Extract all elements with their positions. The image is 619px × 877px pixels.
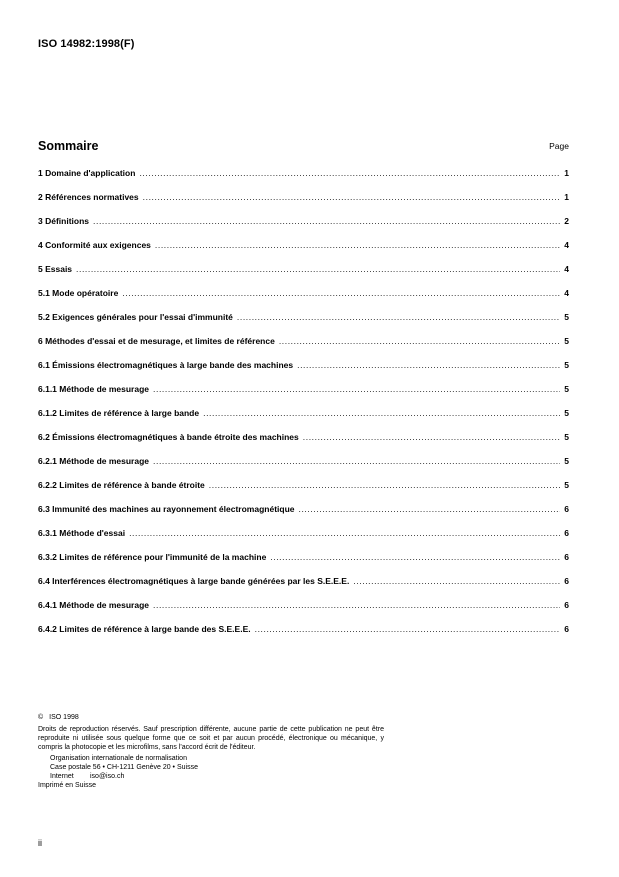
toc-entry-page: 1 xyxy=(564,168,569,178)
toc-entry-page: 2 xyxy=(564,216,569,226)
copyright-symbol: © xyxy=(38,714,44,721)
toc-entry-page: 6 xyxy=(564,576,569,586)
toc-entry-title: 1 Domaine d'application xyxy=(38,168,136,178)
toc-title: Sommaire xyxy=(38,139,99,153)
toc-entry[interactable] xyxy=(38,480,569,504)
toc-entry-page: 5 xyxy=(564,456,569,466)
toc-leader-dots xyxy=(76,264,560,274)
toc-entry-title: 3 Définitions xyxy=(38,216,90,226)
toc-entry-title: 6.3 Immunité des machines au rayonnement électromagnétique xyxy=(38,504,295,514)
toc-entry-page: 1 xyxy=(564,192,569,202)
page-number: ii xyxy=(38,838,42,848)
toc-entry[interactable] xyxy=(38,264,569,288)
toc-leader-dots xyxy=(203,408,560,418)
toc-leader-dots xyxy=(129,528,560,538)
toc-leader-dots xyxy=(209,480,560,490)
toc-entry[interactable] xyxy=(38,552,569,576)
toc-leader-dots xyxy=(297,360,560,370)
toc-entry-title: 6.3.2 Limites de référence pour l'immunité de la machine xyxy=(38,552,267,562)
toc-entry[interactable] xyxy=(38,624,569,648)
toc-entry-title: 5.2 Exigences générales pour l'essai d'immunité xyxy=(38,312,233,322)
toc-entry[interactable] xyxy=(38,456,569,480)
toc-leader-dots xyxy=(270,552,560,562)
toc-entry-title: 6.2 Émissions électromagnétiques à bande étroite des machines xyxy=(38,432,299,442)
toc-entry-page: 4 xyxy=(564,288,569,298)
toc-leader-dots xyxy=(155,240,560,250)
toc-entry[interactable] xyxy=(38,600,569,624)
toc-entry-title: 5.1 Mode opératoire xyxy=(38,288,119,298)
toc-entry-title: 6.4 Interférences électromagnétiques à large bande générées par les S.E.E.E. xyxy=(38,576,350,586)
toc-entry[interactable] xyxy=(38,288,569,312)
toc-leader-dots xyxy=(153,600,560,610)
toc-entry[interactable] xyxy=(38,192,569,216)
postal-address: Case postale 56 • CH-1211 Genève 20 • Suisse xyxy=(50,764,198,771)
toc-entry-page: 6 xyxy=(564,504,569,514)
rights-statement: Droits de reproduction réservés. Sauf prescription différente, aucune partie de cette publication ne peut être reproduite ni utilisée sous quelque forme que ce soit et par aucun procédé, électronique ou mécanique, y compris la photocopie et les microfilms, sans l'accord écrit de l'éditeur. xyxy=(38,726,384,751)
toc-entry[interactable] xyxy=(38,216,569,240)
toc-entry-title: 6.1.1 Méthode de mesurage xyxy=(38,384,150,394)
document-reference: ISO 14982:1998(F) xyxy=(38,38,135,50)
toc-leader-dots xyxy=(279,336,560,346)
toc-entry-title: 6.3.1 Méthode d'essai xyxy=(38,528,126,538)
toc-entry-page: 5 xyxy=(564,408,569,418)
toc-leader-dots xyxy=(143,192,560,202)
toc-leader-dots xyxy=(299,504,561,514)
toc-leader-dots xyxy=(303,432,560,442)
toc-entry-page: 5 xyxy=(564,360,569,370)
toc-leader-dots xyxy=(353,576,560,586)
toc-entry-title: 2 Références normatives xyxy=(38,192,139,202)
toc-entry-title: 6.2.2 Limites de référence à bande étroite xyxy=(38,480,205,490)
copyright-notice xyxy=(38,713,384,790)
toc-entry-page: 5 xyxy=(564,480,569,490)
toc-leader-dots xyxy=(139,168,560,178)
toc-leader-dots xyxy=(255,624,560,634)
toc-entry-page: 6 xyxy=(564,528,569,538)
toc-entry[interactable] xyxy=(38,576,569,600)
toc-leader-dots xyxy=(153,456,560,466)
toc-entry-title: 6.4.2 Limites de référence à large bande des S.E.E.E. xyxy=(38,624,251,634)
toc-entry-page: 4 xyxy=(564,240,569,250)
toc-entry[interactable] xyxy=(38,384,569,408)
toc-entry-title: 6 Méthodes d'essai et de mesurage, et limites de référence xyxy=(38,336,275,346)
copyright-line xyxy=(38,713,384,722)
toc-entry[interactable] xyxy=(38,504,569,528)
toc-entry[interactable] xyxy=(38,360,569,384)
toc-entry-page: 5 xyxy=(564,312,569,322)
internet-line xyxy=(50,772,384,781)
toc-entry[interactable] xyxy=(38,168,569,192)
toc-entry[interactable] xyxy=(38,240,569,264)
toc-entry[interactable] xyxy=(38,408,569,432)
toc-entry-page: 6 xyxy=(564,600,569,610)
toc-entry-page: 4 xyxy=(564,264,569,274)
toc-entry-page: 6 xyxy=(564,552,569,562)
publisher-address xyxy=(50,754,384,781)
toc-entry-page: 6 xyxy=(564,624,569,634)
toc-entry[interactable] xyxy=(38,528,569,552)
internet-label: Internet xyxy=(50,773,74,780)
copyright-owner: ISO 1998 xyxy=(49,714,79,721)
toc-leader-dots xyxy=(122,288,560,298)
table-of-contents xyxy=(38,168,569,648)
toc-entry-title: 6.1 Émissions électromagnétiques à large bande des machines xyxy=(38,360,294,370)
organization-name: Organisation internationale de normalisation xyxy=(50,755,187,762)
toc-entry[interactable] xyxy=(38,312,569,336)
toc-entry-title: 6.2.1 Méthode de mesurage xyxy=(38,456,150,466)
toc-leader-dots xyxy=(237,312,560,322)
toc-entry[interactable] xyxy=(38,336,569,360)
toc-entry-title: 6.1.2 Limites de référence à large bande xyxy=(38,408,200,418)
contact-email: iso@iso.ch xyxy=(90,773,125,780)
toc-entry-page: 5 xyxy=(564,384,569,394)
toc-leader-dots xyxy=(153,384,560,394)
toc-entry-title: 4 Conformité aux exigences xyxy=(38,240,151,250)
printed-in: Imprimé en Suisse xyxy=(38,782,96,789)
toc-entry[interactable] xyxy=(38,432,569,456)
toc-page-column-label: Page xyxy=(549,141,569,151)
toc-entry-title: 6.4.1 Méthode de mesurage xyxy=(38,600,150,610)
toc-leader-dots xyxy=(93,216,560,226)
toc-entry-title: 5 Essais xyxy=(38,264,73,274)
toc-entry-page: 5 xyxy=(564,432,569,442)
toc-entry-page: 5 xyxy=(564,336,569,346)
